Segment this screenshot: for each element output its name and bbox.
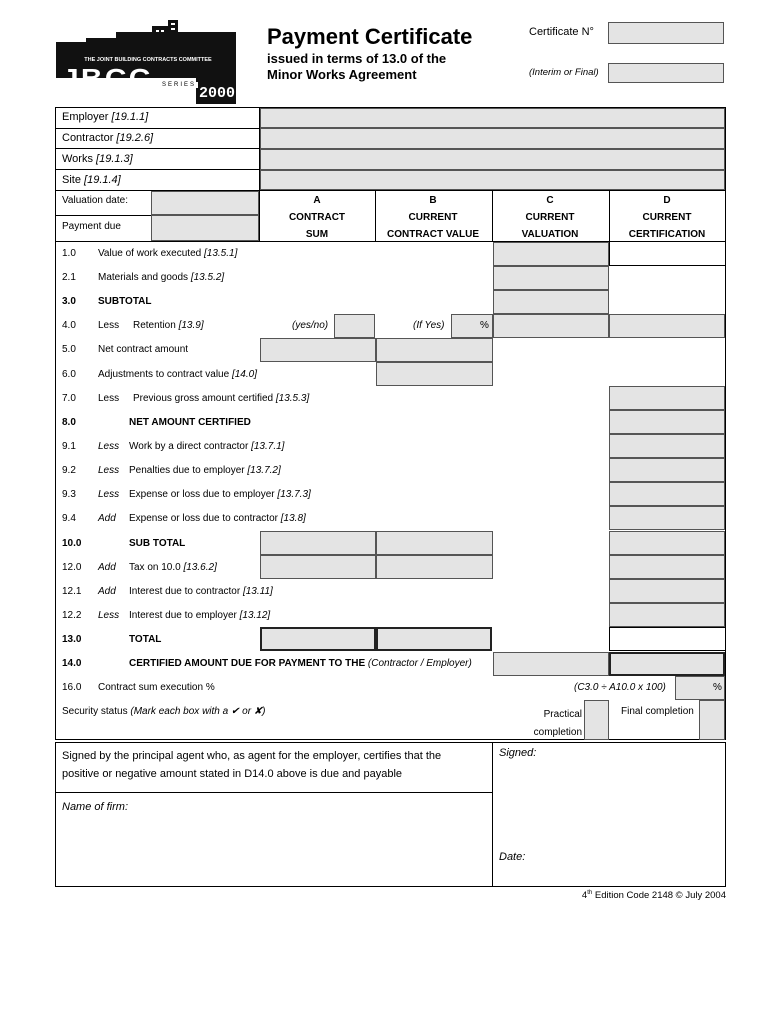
works-field[interactable]: [260, 149, 725, 170]
row-16-0-num: 16.0: [62, 682, 82, 693]
row-12-1-modifier: Add: [98, 586, 116, 597]
practical-completion-label: Practical completion: [533, 709, 582, 738]
party-label-contractor: Contractor [19.2.6]: [62, 132, 154, 144]
row-9-3-num: 9.3: [62, 489, 76, 500]
firm-name-label: Name of firm:: [62, 801, 129, 813]
row-9-1-label: Work by a direct contractor [13.7.1]: [129, 441, 285, 452]
page-title: Payment Certificate: [267, 24, 473, 49]
row-13-0-d-field[interactable]: [609, 627, 726, 651]
row-13-0-num: 13.0: [62, 634, 82, 645]
column-header-a: A CONTRACT SUM: [288, 195, 346, 240]
interim-final-label: (Interim or Final): [529, 67, 599, 78]
row-3-0-label: SUBTOTAL: [98, 296, 152, 307]
row-7-0-d-field[interactable]: [609, 386, 725, 410]
signed-label: Signed:: [499, 747, 537, 759]
row-13-0-a-field[interactable]: [260, 627, 376, 651]
final-completion-checkbox[interactable]: [699, 700, 725, 740]
row-2-1-c-field[interactable]: [493, 266, 609, 290]
row-1-0-label: Value of work executed [13.5.1]: [98, 248, 238, 259]
row-9-2-label: Penalties due to employer [13.7.2]: [129, 465, 281, 476]
date-label: Date:: [499, 851, 526, 863]
row-14-0-num: 14.0: [62, 658, 82, 669]
row-1-0-d-field[interactable]: [609, 241, 726, 266]
subtitle-line2: Minor Works Agreement: [267, 67, 417, 82]
row-6-0-label: Adjustments to contract value [14.0]: [98, 369, 257, 380]
row-9-4-num: 9.4: [62, 513, 76, 524]
party-label-employer: Employer [19.1.1]: [62, 111, 149, 123]
row-4-0-label: Retention [13.9]: [133, 320, 204, 331]
valuation-date-label: Valuation date:: [62, 195, 128, 206]
logo-year: 2000: [199, 85, 236, 102]
row-8-0-label: NET AMOUNT CERTIFIED: [129, 417, 251, 428]
payment-due-field[interactable]: [151, 215, 259, 241]
row-9-2-num: 9.2: [62, 465, 76, 476]
column-header-b: B CURRENT CONTRACT VALUE: [386, 195, 480, 240]
party-label-works: Works [19.1.3]: [62, 153, 133, 165]
row-13-0-label: TOTAL: [129, 634, 162, 645]
row-16-0-percent-sign: %: [713, 682, 722, 693]
row-3-0-num: 3.0: [62, 296, 76, 307]
row-5-0-b-field[interactable]: [376, 338, 493, 362]
interim-final-field[interactable]: [608, 63, 724, 83]
row-9-3-label: Expense or loss due to employer [13.7.3]: [129, 489, 311, 500]
employer-field[interactable]: [260, 108, 725, 128]
row-14-0-d-field[interactable]: [609, 652, 725, 676]
row-5-0-a-field[interactable]: [260, 338, 376, 362]
payment-due-label: Payment due: [62, 221, 121, 232]
row-8-0-d-field[interactable]: [609, 410, 725, 434]
row-5-0-num: 5.0: [62, 344, 76, 355]
row-12-2-num: 12.2: [62, 610, 82, 621]
row-10-0-d-field[interactable]: [609, 531, 725, 555]
row-12-1-label: Interest due to contractor [13.11]: [129, 586, 273, 597]
row-9-3-d-field[interactable]: [609, 482, 725, 506]
retention-yesno-label: (yes/no): [292, 320, 329, 331]
row-12-2-modifier: Less: [98, 610, 120, 621]
row-9-1-num: 9.1: [62, 441, 76, 452]
row-12-2-d-field[interactable]: [609, 603, 725, 627]
row-2-1-label: Materials and goods [13.5.2]: [98, 272, 225, 283]
logo-committee: THE JOINT BUILDING CONTRACTS COMMITTEE: [84, 57, 212, 63]
row-2-1-num: 2.1: [62, 272, 76, 283]
row-4-0-modifier: Less: [98, 320, 120, 331]
logo-series: SERIES: [162, 82, 197, 88]
site-field[interactable]: [260, 170, 725, 190]
row-4-0-c-field[interactable]: [493, 314, 609, 338]
retention-percent-sign: %: [480, 320, 489, 331]
security-status-label: Security status (Mark each box with a ✔ or ✘): [62, 706, 266, 717]
column-header-c: C CURRENT VALUATION: [521, 195, 579, 240]
column-header-d: D CURRENT CERTIFICATION: [628, 195, 706, 240]
party-label-site: Site [19.1.4]: [62, 174, 121, 186]
row-12-0-d-field[interactable]: [609, 555, 725, 579]
row-9-4-label: Expense or loss due to contractor [13.8]: [129, 513, 306, 524]
subtitle-line1: issued in terms of 13.0 of the: [267, 51, 447, 66]
row-7-0-modifier: Less: [98, 393, 120, 404]
final-completion-label: Final completion: [621, 706, 694, 717]
row-3-0-c-field[interactable]: [493, 290, 609, 314]
row-9-3-modifier: Less: [98, 489, 120, 500]
row-4-0-d-field[interactable]: [609, 314, 725, 338]
row-12-0-modifier: Add: [98, 562, 116, 573]
row-9-4-d-field[interactable]: [609, 506, 725, 530]
certificate-number-label: Certificate N°: [529, 26, 594, 38]
row-5-0-label: Net contract amount: [98, 344, 189, 355]
valuation-date-field[interactable]: [151, 191, 259, 215]
row-4-0-num: 4.0: [62, 320, 76, 331]
contractor-field[interactable]: [260, 128, 725, 149]
row-12-0-b-field[interactable]: [376, 555, 493, 579]
row-7-0-num: 7.0: [62, 393, 76, 404]
row-13-0-b-field[interactable]: [376, 627, 492, 651]
row-1-0-num: 1.0: [62, 248, 76, 259]
row-6-0-num: 6.0: [62, 369, 76, 380]
practical-completion-checkbox[interactable]: [584, 700, 609, 740]
row-10-0-label: SUB TOTAL: [129, 538, 186, 549]
row-10-0-b-field[interactable]: [376, 531, 493, 555]
row-6-0-b-field[interactable]: [376, 362, 493, 386]
row-8-0-num: 8.0: [62, 417, 76, 428]
row-9-2-d-field[interactable]: [609, 458, 725, 482]
row-9-2-modifier: Less: [98, 465, 120, 476]
row-1-0-c-field[interactable]: [493, 242, 609, 266]
retention-yesno-field[interactable]: [334, 314, 375, 338]
row-16-0-formula: (C3.0 ÷ A10.0 x 100): [574, 682, 666, 693]
row-12-0-num: 12.0: [62, 562, 82, 573]
row-10-0-a-field[interactable]: [260, 531, 376, 555]
retention-ifyes-label: (If Yes): [413, 320, 445, 331]
row-16-0-label: Contract sum execution %: [98, 682, 215, 693]
row-9-1-d-field[interactable]: [609, 434, 725, 458]
row-10-0-num: 10.0: [62, 538, 82, 549]
certificate-number-field[interactable]: [608, 22, 724, 44]
row-14-0-c-field[interactable]: [493, 652, 609, 676]
row-12-0-label: Tax on 10.0 [13.6.2]: [129, 562, 217, 573]
row-9-4-modifier: Add: [98, 513, 116, 524]
logo-acronym: JBCC: [62, 63, 153, 93]
row-12-0-a-field[interactable]: [260, 555, 376, 579]
edition-footer: 4th Edition Code 2148 © July 2004: [581, 890, 726, 902]
row-14-0-label: CERTIFIED AMOUNT DUE FOR PAYMENT TO THE (Contractor / Employer): [129, 658, 472, 669]
row-9-1-modifier: Less: [98, 441, 120, 452]
row-12-1-num: 12.1: [62, 586, 82, 597]
row-12-2-label: Interest due to employer [13.12]: [129, 610, 271, 621]
signoff-statement: Signed by the principal agent who, as agent for the employer, certifies that the positive or negative amount stated in D14.0 above is due and payable: [62, 750, 442, 780]
row-7-0-label: Previous gross amount certified [13.5.3]: [133, 393, 310, 404]
row-12-1-d-field[interactable]: [609, 579, 725, 603]
